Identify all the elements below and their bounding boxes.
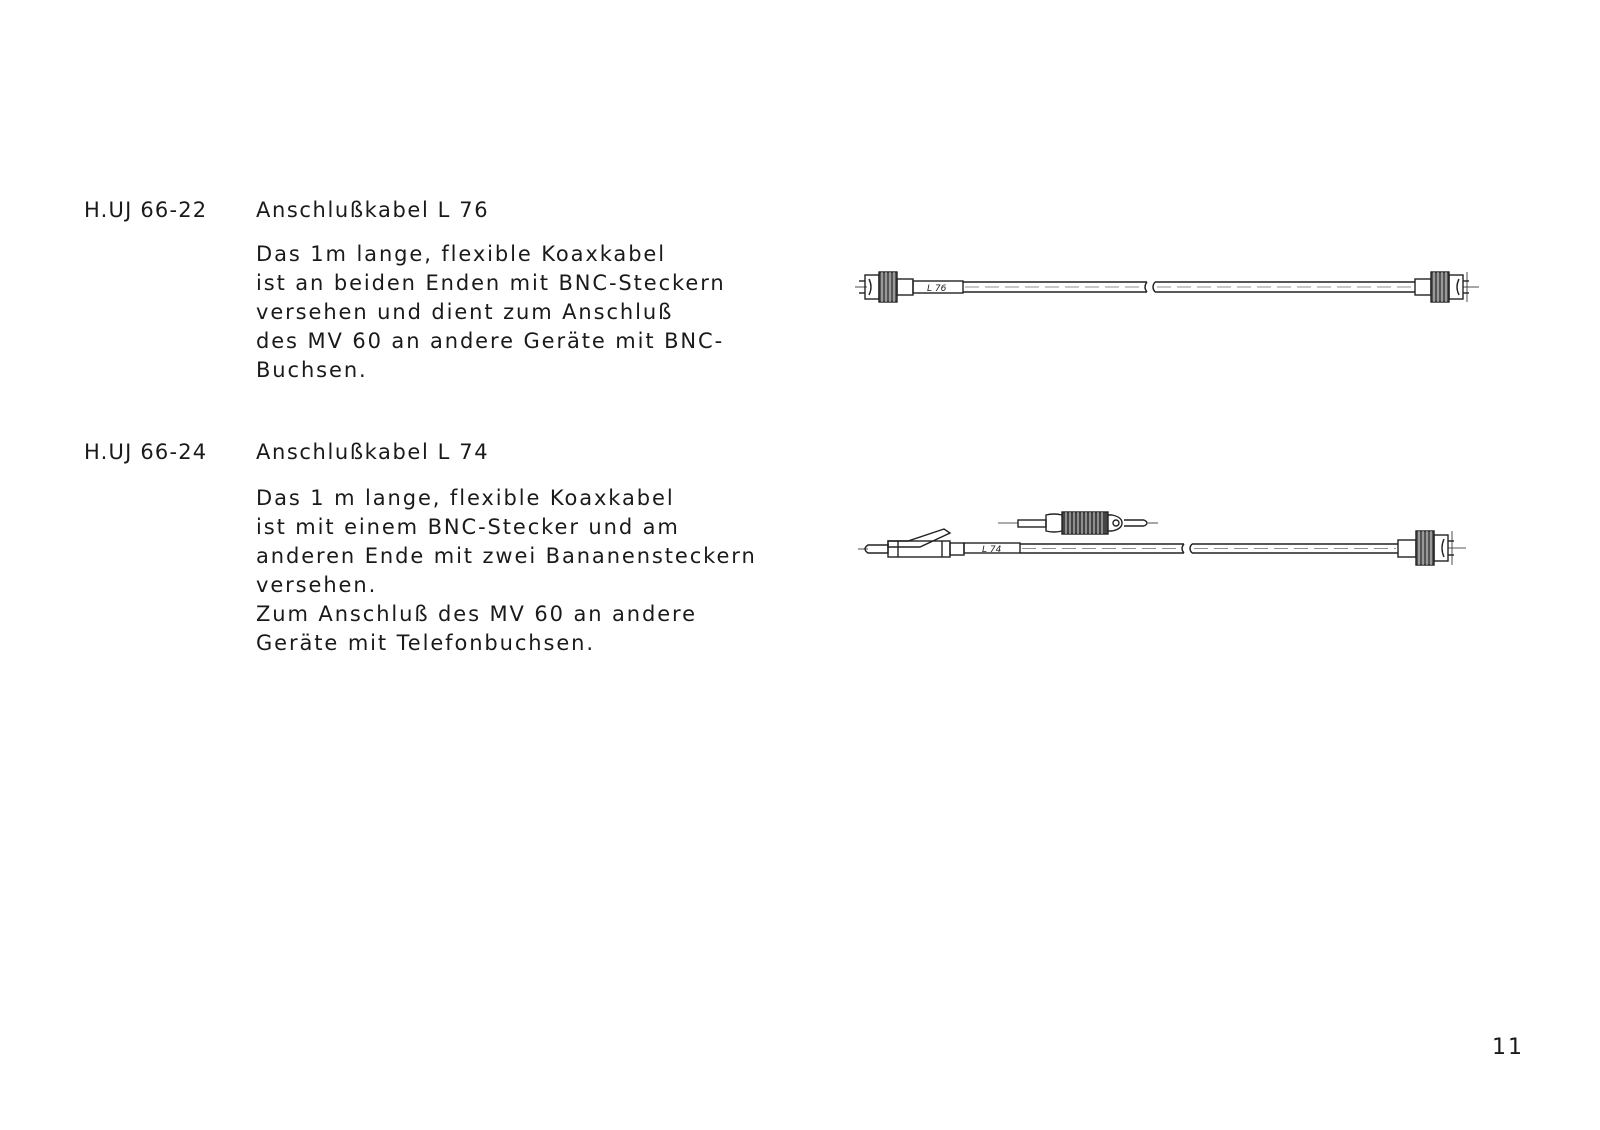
description-line: Buchsen.: [256, 358, 368, 382]
entry-description-2: [256, 484, 757, 658]
description-line: des MV 60 an andere Geräte mit BNC-: [256, 329, 725, 353]
page-number: 11: [1492, 1035, 1524, 1060]
entry-title-1: Anschlußkabel L 76: [256, 198, 490, 222]
description-line: versehen und dient zum Anschluß: [256, 300, 674, 324]
cable-l76-drawing: [855, 262, 1495, 312]
description-line: Das 1 m lange, flexible Koaxkabel: [256, 486, 675, 510]
description-line: Geräte mit Telefonbuchsen.: [256, 631, 595, 655]
description-line: Das 1m lange, flexible Koaxkabel: [256, 242, 666, 266]
cable-label-l76: L 76: [927, 284, 947, 294]
description-line: ist an beiden Enden mit BNC-Steckern: [256, 271, 726, 295]
cable-l74-drawing: [858, 505, 1498, 585]
description-line: anderen Ende mit zwei Bananensteckern: [256, 544, 757, 568]
part-number-2: H.UJ 66-24: [84, 440, 208, 464]
entry-description-1: [256, 240, 726, 385]
cable-label-l74: L 74: [982, 545, 1002, 555]
description-line: Zum Anschluß des MV 60 an andere: [256, 602, 697, 626]
description-line: versehen.: [256, 573, 378, 597]
description-line: ist mit einem BNC-Stecker und am: [256, 515, 680, 539]
entry-title-2: Anschlußkabel L 74: [256, 440, 490, 464]
part-number-1: H.UJ 66-22: [84, 198, 208, 222]
